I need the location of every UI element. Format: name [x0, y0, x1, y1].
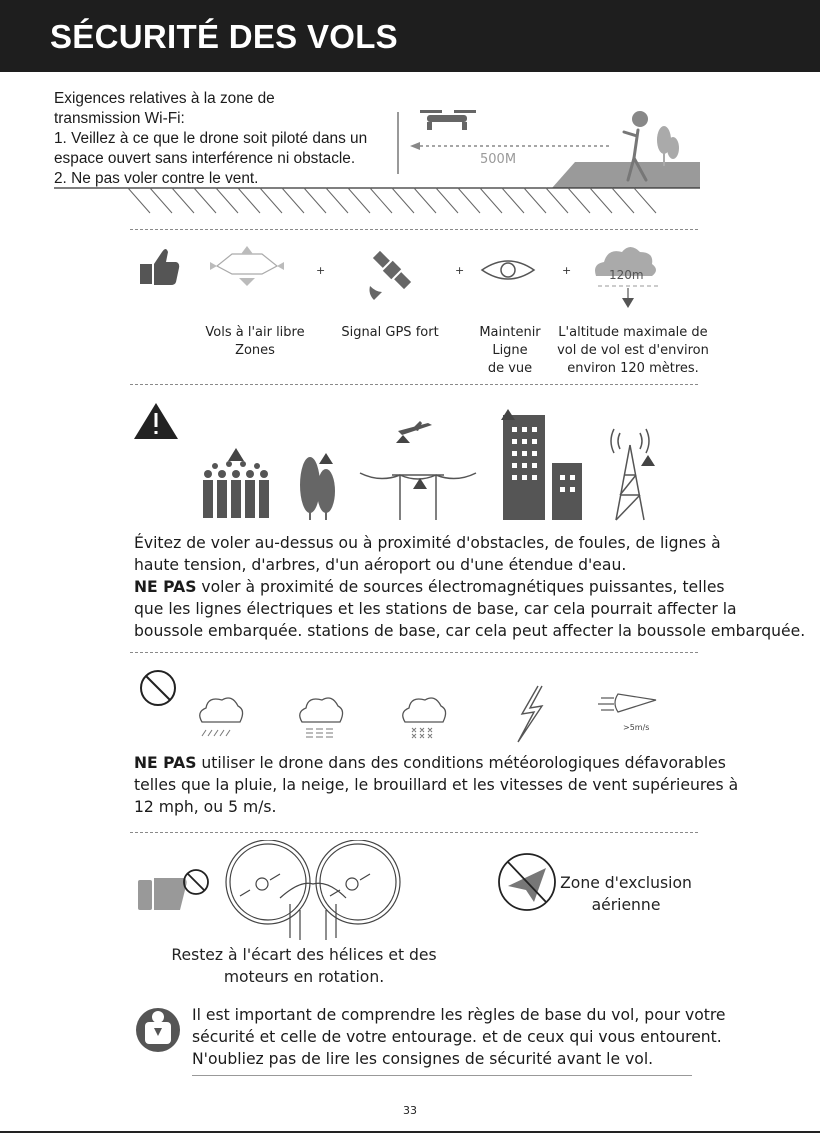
wifi-heading-line-1: Exigences relatives à la zone de: [54, 90, 275, 107]
altitude-badge: 120m: [609, 268, 644, 282]
line-of-sight-label-3: de vue: [487, 361, 533, 376]
no-fly-label-1: Zone d'exclusion: [560, 874, 692, 892]
wifi-distance-illustration: [0, 100, 820, 220]
safety-officer-icon: [134, 1006, 184, 1056]
notice-underline: [192, 1075, 692, 1076]
open-air-label-1: Vols à l'air libre: [205, 325, 305, 340]
eye-icon: [482, 261, 534, 279]
open-air-icon: [210, 246, 284, 286]
propeller-caption-1: Restez à l'écart des hélices et des: [171, 946, 437, 964]
divider: [130, 229, 698, 230]
hand-icon: [138, 878, 187, 910]
weather-icons: [130, 664, 670, 748]
open-air-label-2: Zones: [235, 343, 275, 358]
prohibited-icon: [184, 870, 208, 894]
weather-line-2: telles que la pluie, la neige, le brouillard et les vitesses de vent supérieures à: [134, 776, 739, 794]
trees-icon: [300, 453, 335, 520]
divider: [130, 832, 698, 833]
obstacles-illustration: [130, 395, 670, 525]
ground-slope-icon: [552, 162, 700, 188]
plus-sign: +: [455, 264, 465, 277]
altitude-label-2: vol de vol est d'environ: [557, 343, 709, 358]
wifi-rule-2: 2. Ne pas voler contre le vent.: [54, 170, 259, 187]
bottom-rule: [0, 1131, 820, 1133]
no-fly-label-2: aérienne: [591, 896, 661, 914]
warning-icon: [134, 403, 178, 439]
obstacles-line-1: Évitez de voler au-dessus ou à proximité d'obstacles, de foules, de lignes à: [134, 534, 721, 552]
prohibited-icon: [141, 671, 175, 705]
notice-line-2: sécurité et celle de votre entourage. et de ceux qui vous entourent.: [192, 1028, 722, 1046]
obstacles-line-2: haute tension, d'arbres, d'un aéroport ou d'une étendue d'eau.: [134, 556, 627, 574]
distance-label: 500M: [480, 152, 517, 167]
notice-line-3: N'oubliez pas de lire les consignes de sécurité avant le vol.: [192, 1050, 654, 1068]
wind-speed-label: >5m/s: [623, 723, 650, 732]
weather-line-1: [134, 752, 726, 774]
no-fly-zone-icon: [499, 854, 555, 910]
ground-hatching: [128, 188, 656, 213]
radio-tower-icon: [611, 429, 655, 520]
altitude-label-3: environ 120 mètres.: [567, 361, 699, 376]
crowd-icon: [203, 448, 269, 518]
divider: [130, 652, 698, 653]
gps-label: Signal GPS fort: [341, 325, 439, 340]
tree-icon: [657, 126, 679, 166]
thumbs-up-icon: [140, 249, 179, 285]
propeller-motors-icon: [226, 840, 400, 940]
page-number: 33: [403, 1104, 417, 1117]
weather-line-1-text: utiliser le drone dans des conditions météorologiques défavorables: [196, 754, 726, 772]
wifi-heading-line-2: transmission Wi-Fi:: [54, 110, 185, 127]
satellite-icon: [370, 249, 413, 300]
airplane-icon: [396, 421, 432, 443]
obstacles-line-3: [134, 576, 725, 598]
altitude-label-1: L'altitude maximale de: [558, 325, 708, 340]
page-title: SÉCURITÉ DES VOLS: [50, 18, 398, 55]
notice-line-1: Il est important de comprendre les règles de base du vol, pour votre: [192, 1006, 726, 1024]
plus-sign: +: [562, 264, 572, 277]
propeller-caption-2: moteurs en rotation.: [223, 968, 385, 986]
obstacles-line-5: boussole embarquée. stations de base, car cela peut affecter la boussole embarquée.: [134, 622, 806, 640]
power-lines-icon: [360, 473, 476, 520]
lightning-icon: [518, 686, 542, 742]
fog-cloud-icon: [300, 698, 343, 737]
emphasis-text: NE PAS: [134, 754, 197, 772]
wifi-rule-1b: espace ouvert sans interférence ni obstacle.: [54, 150, 356, 167]
wind-icon: [598, 694, 656, 712]
drone-icon: [420, 110, 476, 130]
emphasis-text: NE PAS: [134, 578, 197, 596]
rain-cloud-icon: [200, 698, 243, 736]
line-of-sight-label-2: Ligne: [492, 343, 528, 358]
line-of-sight-label-1: Maintenir: [479, 325, 541, 340]
obstacles-line-3-text: voler à proximité de sources électromagnétiques puissantes, telles: [196, 578, 725, 596]
plus-sign: +: [316, 264, 326, 277]
obstacles-line-4: que les lignes électriques et les stations de base, car cela pourrait affecter la: [134, 600, 737, 618]
weather-line-3: 12 mph, ou 5 m/s.: [134, 798, 277, 816]
snow-cloud-icon: [403, 698, 446, 738]
wifi-rule-1a: 1. Veillez à ce que le drone soit piloté dans un: [54, 130, 368, 147]
divider: [130, 384, 698, 385]
